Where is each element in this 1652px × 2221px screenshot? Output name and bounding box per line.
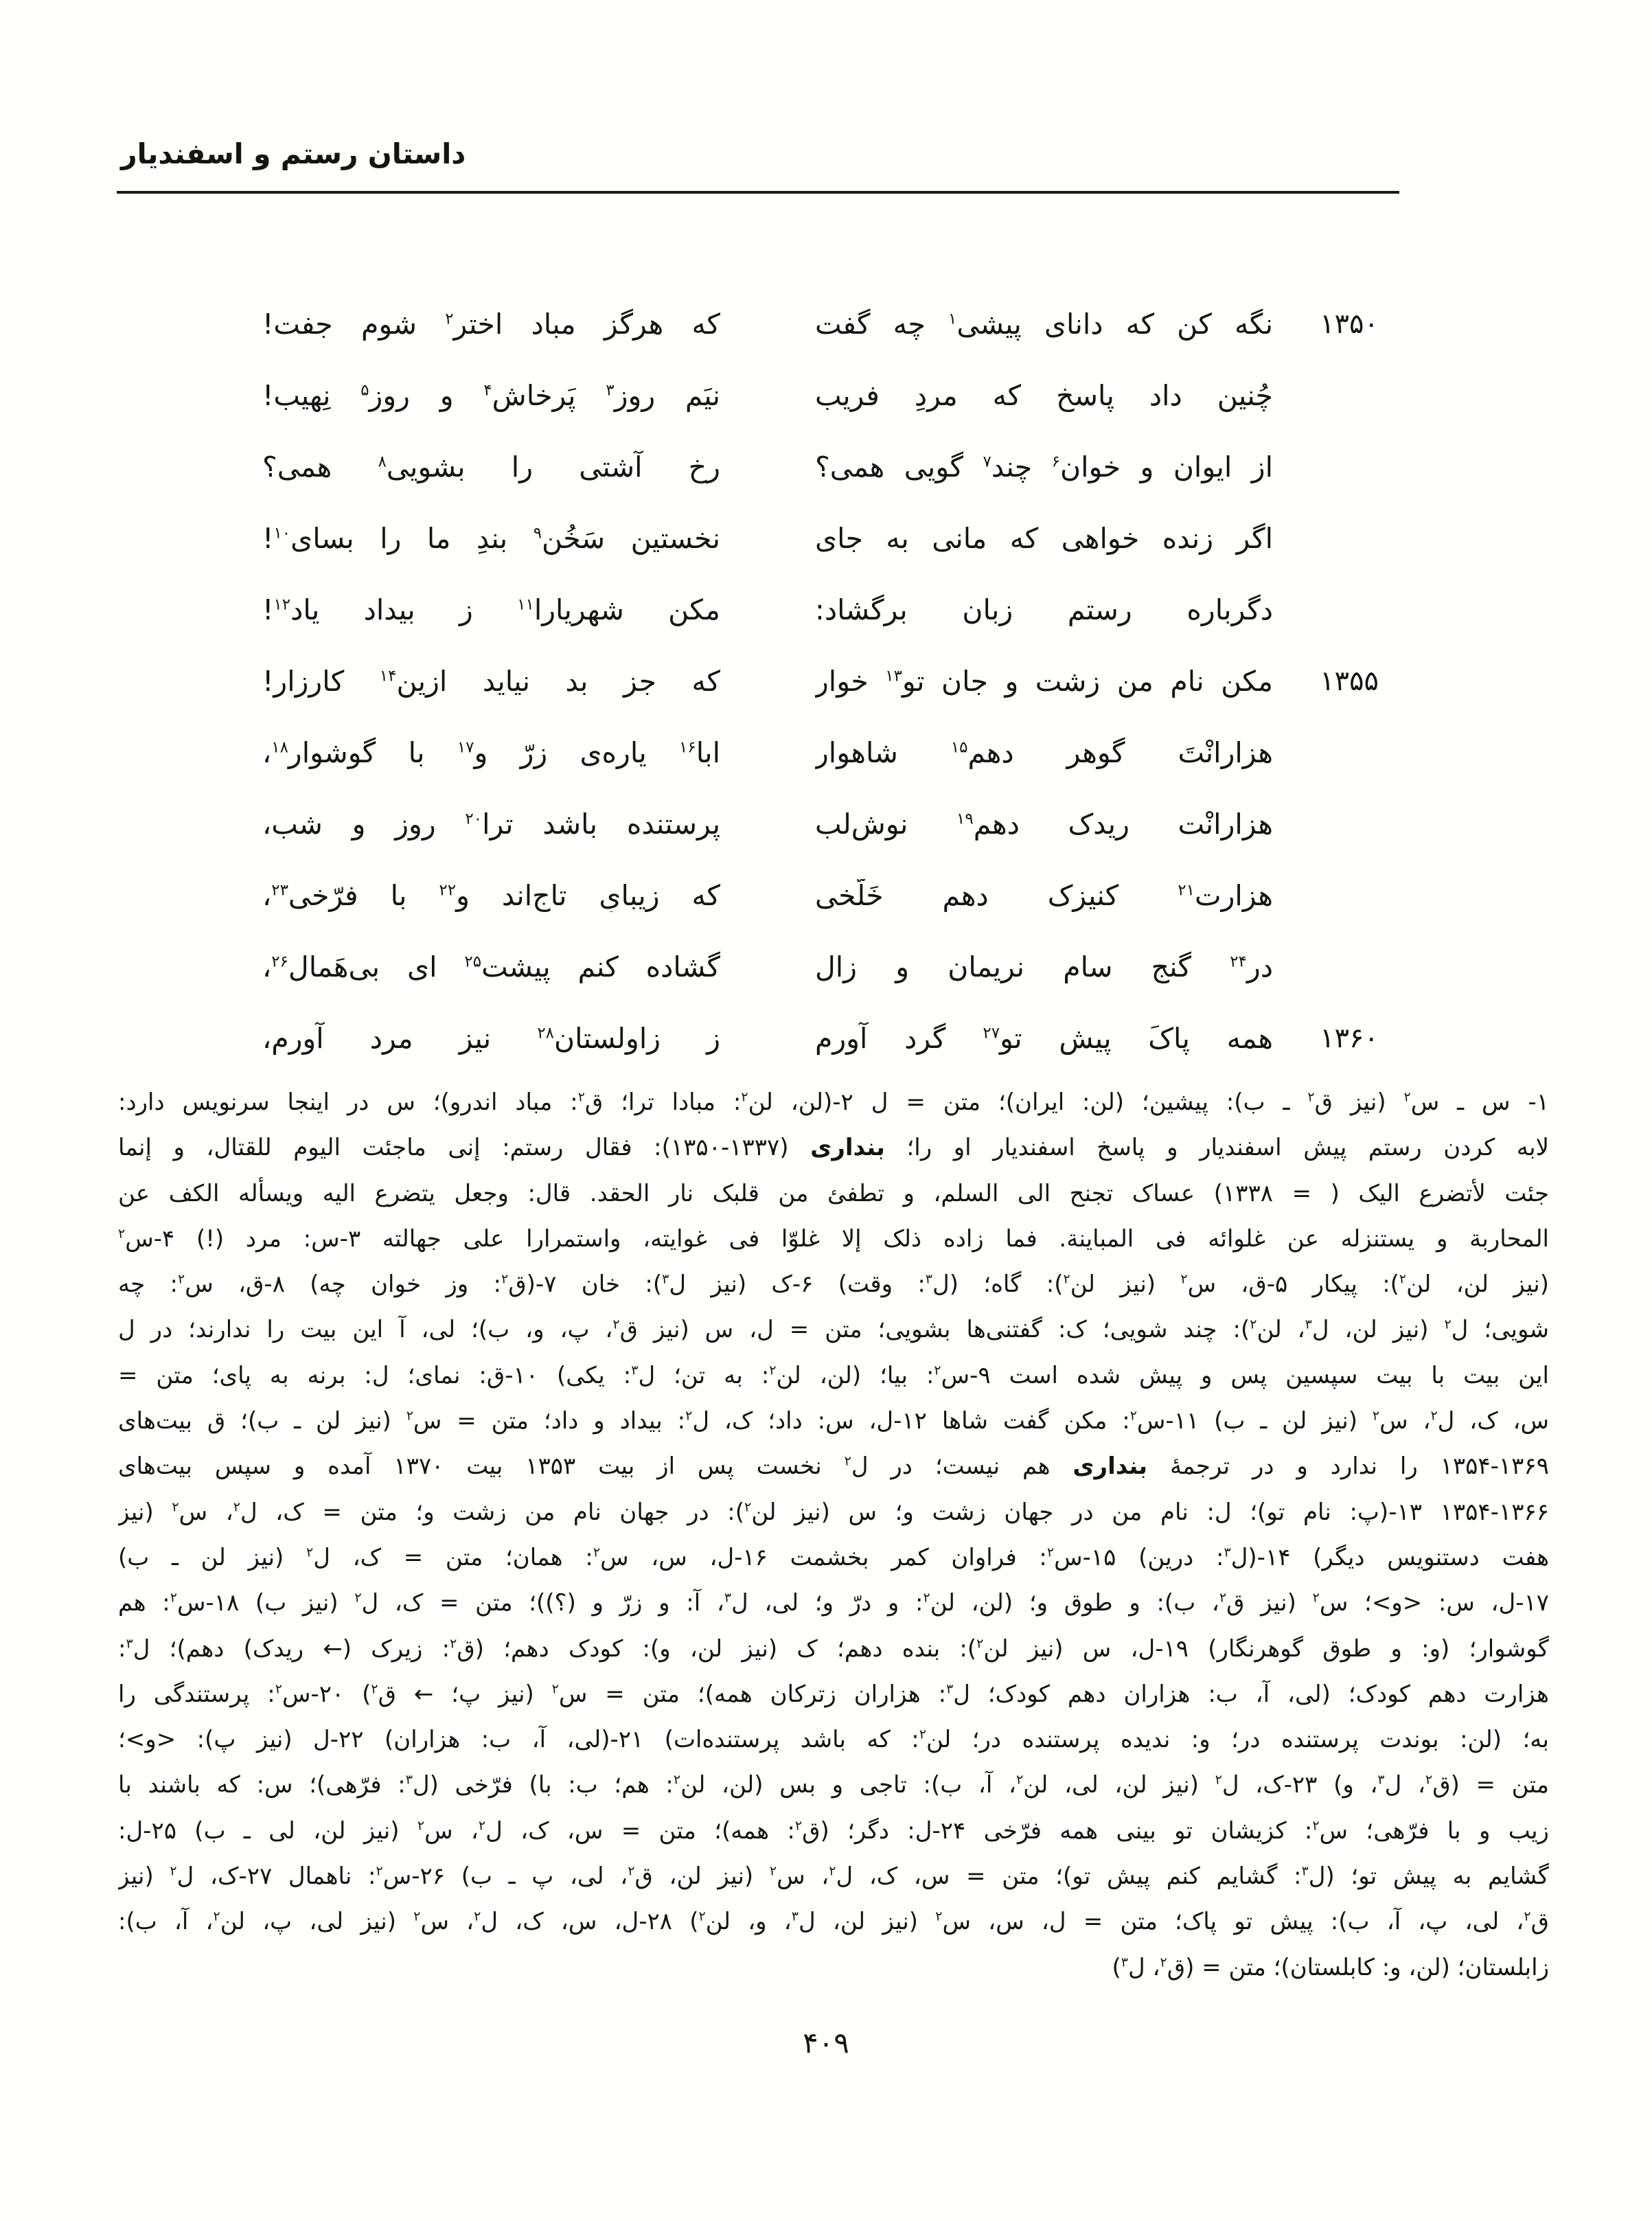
hemistich-right: اگر زنده خواهی که مانی به جای bbox=[815, 522, 1273, 555]
footnote-line: ۱۳۵۴-۱۳۶۶ ۱۳-(پ: نام تو)؛ ل: نام من در جهان زشت و؛ س (نیز لن$^۲$): در جهان نام من زشت و؛ متن = ک، ل$^۲$، س$^۲$ (نیز bbox=[118, 1498, 1549, 1526]
footnotes bbox=[118, 1080, 1549, 1990]
hemistich-left: ابا$^{۱۶}$ یاره‌ی زرّ و$^{۱۷}$ با گوشوار$^{۱۸}$، bbox=[262, 736, 720, 769]
hemistich-right: از ایوان و خوان$^۶$ چند$^۷$ گویی همی؟ bbox=[815, 451, 1273, 483]
hemistich-right: همه پاکَ پیشِ تو$^{۲۷}$ گرد آورم bbox=[815, 1022, 1273, 1055]
footnote-line: (نیز لن، لن$^۲$): پیکار ۵-ق، س$^۲$ (نیز لن$^۲$): گاه؛ (ل$^۳$: وقت) ۶-ک (نیز ل$^۳$): خان ۷-(ق$^۲$: وز خوان چه) ۸-ق، س$^۲$: چه bbox=[118, 1271, 1549, 1299]
hemistich-left: زِ زاولستان$^{۲۸}$ نیز مرد آورم، bbox=[262, 1022, 720, 1055]
footnote-line: به؛ (لن: بوندت پرستنده در؛ و: ندیده پرستنده در؛ لن$^۲$: که باشد پرستنده‌ات) ۲۱-(لی، آ، ب: هزاران) ۲۲-ل (نیز پ): <و>؛ bbox=[118, 1726, 1549, 1754]
footnote-line: س، ک، ل$^۲$، س$^۲$ (نیز لن ـ ب) ۱۱-س$^۲$: مکن گفت شاها ۱۲-ل، س: داد؛ ک، ل$^۲$: بیداد و داد؛ متن = س$^۲$ (نیز لن ـ ب)؛ ق بیت‌های bbox=[118, 1407, 1549, 1435]
hemistich-left: مکن شهریارا$^{۱۱}$ زِ بیداد یاد$^{۱۲}$! bbox=[262, 593, 720, 626]
hemistich-right: درِ$^{۲۴}$ گنجِ سامِ نریمان و زال bbox=[815, 950, 1273, 983]
verse-row bbox=[262, 788, 1379, 860]
verse-row bbox=[262, 1003, 1379, 1074]
hemistich-left: نخستین سَخُن$^۹$ بندِ ما را بسای$^{۱۰}$! bbox=[262, 522, 720, 555]
footnote-line: زابلستان؛ (لن، و: کابلستان)؛ متن = (ق$^۲$، ل$^۳$) bbox=[1112, 1953, 1549, 1981]
hemistich-right: دگرباره رستم زبان برگشاد: bbox=[815, 593, 1273, 626]
page-number: ۴۰۹ bbox=[803, 2026, 849, 2060]
verse-number: ۱۳۵۰ bbox=[1320, 308, 1379, 340]
footnote-line: متن = (ق$^۲$، ل$^۳$، و) ۲۳-ک، ل$^۲$ (نیز لن، لی، لن$^۲$، آ، ب): تاجی و بس (لن، لن$^۲$: هم؛ ب: با) فرّخی (ل$^۳$: فرّهی)؛ س: که باشند با bbox=[118, 1771, 1549, 1799]
footnote-line: هزارت دهم کودک؛ (لی، آ، ب: هزاران دهم کودک؛ ل$^۳$: هزاران زترکان همه)؛ متن = س$^۲$ (نیز پ؛ ← ق$^۲$) ۲۰-س$^۲$: پرستندگی را bbox=[118, 1680, 1549, 1708]
footnote-line: ۱۷-ل، س: <و>؛ س$^۲$ (نیز ق$^۲$، ب): و طوق و؛ (لن، لن$^۲$: و درّ و؛ لی، ل$^۳$، آ: و زرّ و (؟))؛ متن = ک، ل$^۲$ (نیز ب) ۱۸-س$^۲$: هم bbox=[118, 1589, 1549, 1617]
hemistich-right: هزارانْت ریدک دهم$^{۱۹}$ نوش‌لب bbox=[815, 808, 1273, 841]
hemistich-left: رخِ آشتی را بشویی$^۸$ همی؟ bbox=[262, 451, 720, 483]
verse-row bbox=[262, 860, 1379, 931]
hemistich-left: نیَم روزِ$^۳$ پَرخاش$^۴$ و روزِ$^۵$ نِهیب! bbox=[262, 379, 720, 412]
footnote-line: ق$^۲$، لی، پ، آ، ب): پیش تو پاک؛ متن = ل، س، س$^۲$ (نیز لن، ل$^۳$، و، لن$^۲$) ۲۸-ل، س، ک، ل$^۲$، س$^۲$ (نیز لی، پ، لن$^۲$، آ، ب): bbox=[118, 1908, 1549, 1936]
hemistich-left: پرستنده باشد ترا$^{۲۰}$ روز و شب، bbox=[262, 808, 720, 841]
verse-number: ۱۳۵۵ bbox=[1320, 665, 1379, 697]
hemistich-right: مکن نام من زشت و جانِ تو$^{۱۳}$ خوار bbox=[815, 665, 1273, 698]
verse-row bbox=[262, 646, 1379, 717]
hemistich-right: هزارانْتَ گوهر دهم$^{۱۵}$ شاهوار bbox=[815, 736, 1273, 769]
footnote-line: جئت لأتضرع الیک ( = ۱۳۳۸) عساک تجنح الی السلم، و تطفئ من قلبک نار الحقد. قال: وجعل یتضرع الیه ویسأله الکف عن bbox=[118, 1179, 1549, 1207]
footnote-line: هفت دستنویس دیگر) ۱۴-(ل$^۳$: درین) ۱۵-س$^۲$: فراوان کمر بخشمت ۱۶-ل، س، س$^۲$: همان؛ متن = ک، ل$^۲$ (نیز لن ـ ب) bbox=[118, 1543, 1549, 1571]
hemistich-left: که زیبایِ تاج‌اند و$^{۲۲}$ با فرّخی$^{۲۳}$، bbox=[262, 879, 720, 912]
verse-row bbox=[262, 503, 1379, 574]
page-title: داستان رستم و اسفندیار bbox=[121, 137, 466, 170]
verse-number: ۱۳۶۰ bbox=[1320, 1023, 1379, 1054]
verse-row bbox=[262, 288, 1379, 360]
hemistich-right: نگه کن که دانای پیشی$^۱$ چه گفت bbox=[815, 308, 1273, 341]
footnote-line: شویی؛ ل$^۲$ (نیز لن، ل$^۳$، لن$^۲$): چند شویی؛ ک: گفتنی‌ها بشویی؛ متن = ل، س (نیز ق$^۲$، پ، و، ب)؛ لی، آ این بیت را ندارند؛ در ل bbox=[118, 1316, 1549, 1344]
verse-row bbox=[262, 717, 1379, 788]
header-rule bbox=[117, 191, 1399, 194]
hemistich-right: هزارت$^{۲۱}$ کنیزک دهم خَلَّخی bbox=[815, 879, 1273, 912]
footnote-line: ۱- س ـ س$^۲$ (نیز ق$^۲$ ـ ب): پیشین؛ (لن: ایران)؛ متن = ل ۲-(لن، لن$^۲$: مبادا ترا؛ ق$^۲$: مباد اندرو)؛ س در اینجا سرنویس دارد: bbox=[118, 1089, 1549, 1116]
hemistich-left: که هرگز مباد اخترِ$^۲$ شوم جفت! bbox=[262, 308, 720, 341]
verse-row bbox=[262, 360, 1379, 431]
footnote-line: ۱۳۵۴-۱۳۶۹ را ندارد و در ترجمهٔ بنداری هم نیست؛ در ل$^۲$ نخست پس از بیت ۱۳۵۳ بیت ۱۳۷۰ آمده و سپس بیت‌های bbox=[118, 1453, 1549, 1481]
footnote-line: لابه کردن رستم پیش اسفندیار و پاسخ اسفندیار او را؛ بنداری (۱۳۳۷-۱۳۵۰): فقال رستم: إنی ماجئت الیوم للقتال، و إنما bbox=[118, 1134, 1549, 1162]
footnote-line: زیب و با فرّهی؛ س$^۲$: کزیشان تو بینی همه فرّخی ۲۴-ل: دگر؛ (ق$^۲$: همه)؛ متن = س، ک، ل$^۲$، س$^۲$ (نیز لن، لی ـ ب) ۲۵-ل: bbox=[118, 1816, 1549, 1845]
poem bbox=[262, 288, 1379, 1074]
footnote-line: گوشوار؛ (و: و طوق گوهرنگار) ۱۹-ل، س (نیز لن$^۲$): بنده دهم؛ ک (نیز لن، و): کودک دهم؛ (ق$^۲$: زیرک (← ریدک) دهم)؛ ل$^۳$: bbox=[118, 1635, 1549, 1663]
verse-row bbox=[262, 431, 1379, 503]
footnote-line: المحاربة و یستنزله عن غلوائه فی المباینة. فما زاده ذلک إلا غلوّا فی غوایته، واستمرارا علی جهالته ۳-س: مرد (!) ۴-س$^۲$ bbox=[118, 1225, 1549, 1253]
hemistich-left: گشاده کنم پیشت$^{۲۵}$ ای بی‌هَمال$^{۲۶}$، bbox=[262, 950, 720, 983]
hemistich-right: چُنین داد پاسخ که مردِ فریب bbox=[815, 379, 1273, 412]
verse-row bbox=[262, 574, 1379, 646]
footnote-line: گشایم به پیش تو؛ (ل$^۳$: گشایم کنم پیش تو)؛ متن = س، ک، ل$^۲$، س$^۲$ (نیز لن، ق$^۲$، لی، پ ـ ب) ۲۶-س$^۲$: ناهمال ۲۷-ک، ل$^۲$ (نیز bbox=[118, 1863, 1549, 1891]
verse-row bbox=[262, 931, 1379, 1003]
hemistich-left: که جز بد نیاید ازین$^{۱۴}$ کارزار! bbox=[262, 665, 720, 698]
footnote-line: این بیت با بیت سپسین پس و پیش شده است ۹-س$^۲$: بیا؛ (لن، لن$^۲$: به تن؛ ل$^۳$: یکی) ۱۰-ق: نمای؛ ل: برنه به پای؛ متن = bbox=[118, 1361, 1549, 1389]
